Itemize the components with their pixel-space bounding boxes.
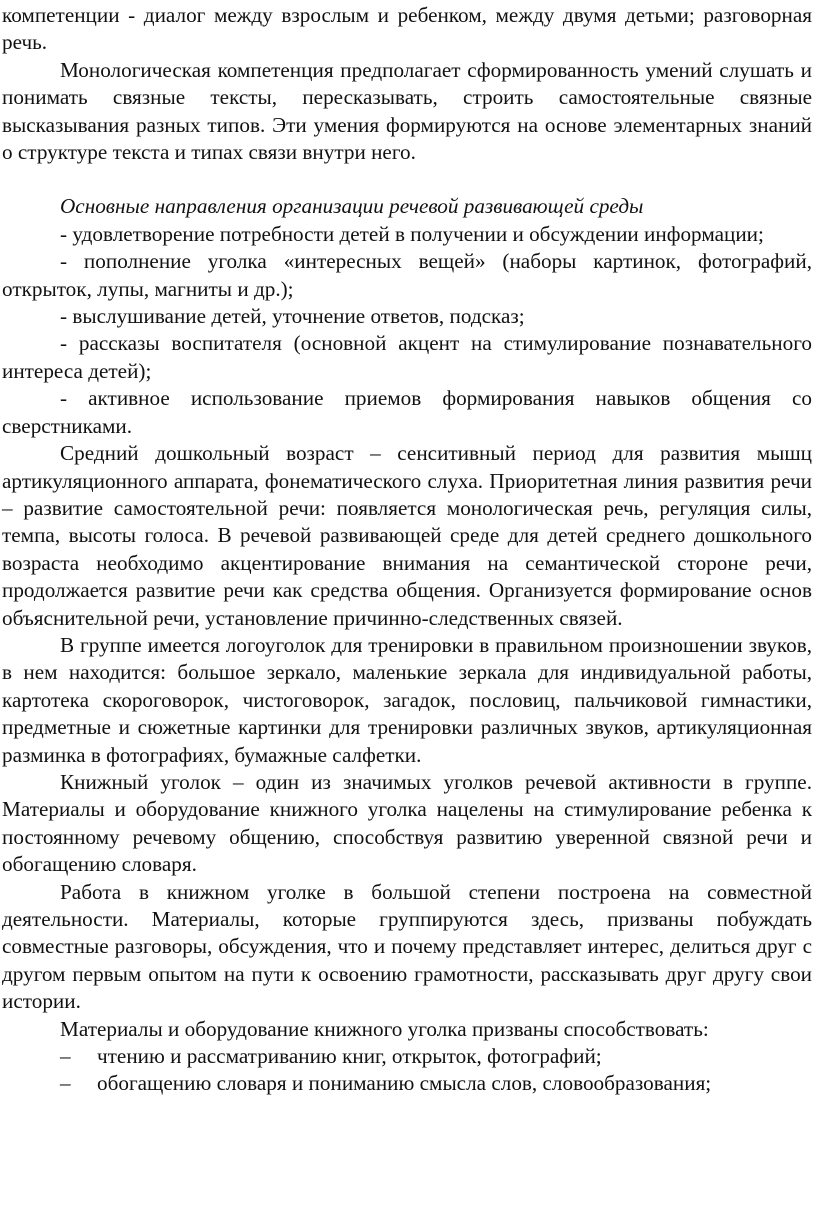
paragraph-materials-intro: Материалы и оборудование книжного уголка призваны способствовать: <box>60 1016 709 1041</box>
paragraph-monologue-competence: Монологическая компетенция предполагает сформированность умений слушать и понимать связные тексты, пересказывать, строить самостоятельные связные высказывания разных типов. Эти умения формируются на основе элементарных знаний о структуре текста и типах связи внутри него. <box>2 57 812 165</box>
blank-line <box>2 166 812 193</box>
list-item: - пополнение уголка «интересных вещей» (наборы картинок, фотографий, открыток, лупы, магниты и др.); <box>2 249 812 301</box>
paragraph-middle-age: Средний дошкольный возраст – сенситивный период для развития мышц артикуляционного аппарата, фонематического слуха. Приоритетная линия развития речи – развитие самостоятельной речи: появляется монологическая речь, регуляция силы, темпа, высоты голоса. В речевой развивающей среде для детей среднего дошкольного возраста необходимо акцентирование внимания на семантической стороне речи, продолжается развитие речи как средства общения. Организуется формирование основ объяснительной речи, установление причинно-следственных связей. <box>2 441 812 630</box>
dash-marker: – <box>60 1044 71 1069</box>
dash-list-item <box>2 1070 812 1097</box>
dash-list-text: обогащению словаря и пониманию смысла слов, словообразования; <box>97 1071 712 1096</box>
dash-list-text: чтению и рассматриванию книг, открыток, фотографий; <box>97 1044 602 1069</box>
list-item: - выслушивание детей, уточнение ответов, подсказ; <box>60 304 525 329</box>
paragraph-book-corner: Книжный уголок – один из значимых уголков речевой активности в группе. Материалы и оборудование книжного уголка нацелены на стимулирование ребенка к постоянному речевому общению, способствуя развитию уверенной связной речи и обогащению словаря. <box>2 769 812 877</box>
paragraph-book-corner-work: Работа в книжном уголке в большой степени построена на совместной деятельности. Материалы, которые группируются здесь, призваны побуждать совместные разговоры, обсуждения, что и почему представляет интерес, делиться друг с другом первым опытом на пути к освоению грамотности, рассказывать друг другу свои истории. <box>2 879 812 1014</box>
list-item: - рассказы воспитателя (основной акцент на стимулирование познавательного интереса детей); <box>2 331 812 383</box>
section-heading: Основные направления организации речевой развивающей среды <box>60 194 644 219</box>
paragraph-dialog-competence: компетенции - диалог между взрослым и ребенком, между двумя детьми; разговорная речь. <box>2 3 812 55</box>
list-item: - удовлетворение потребности детей в получении и обсуждении информации; <box>60 221 764 246</box>
paragraph-logo-corner: В группе имеется логоуголок для тренировки в правильном произношении звуков, в нем находится: большое зеркало, маленькие зеркала для индивидуальной работы, картотека скороговорок, чистоговорок, загадок, пословиц, пальчиковой гимнастики, предметные и сюжетные картинки для тренировки различных звуков, артикуляционная разминка в фотографиях, бумажные салфетки. <box>2 632 812 767</box>
dash-marker: – <box>60 1071 71 1096</box>
list-item: - активное использование приемов формирования навыков общения со сверстниками. <box>2 386 812 438</box>
dash-list-item <box>2 1043 812 1070</box>
